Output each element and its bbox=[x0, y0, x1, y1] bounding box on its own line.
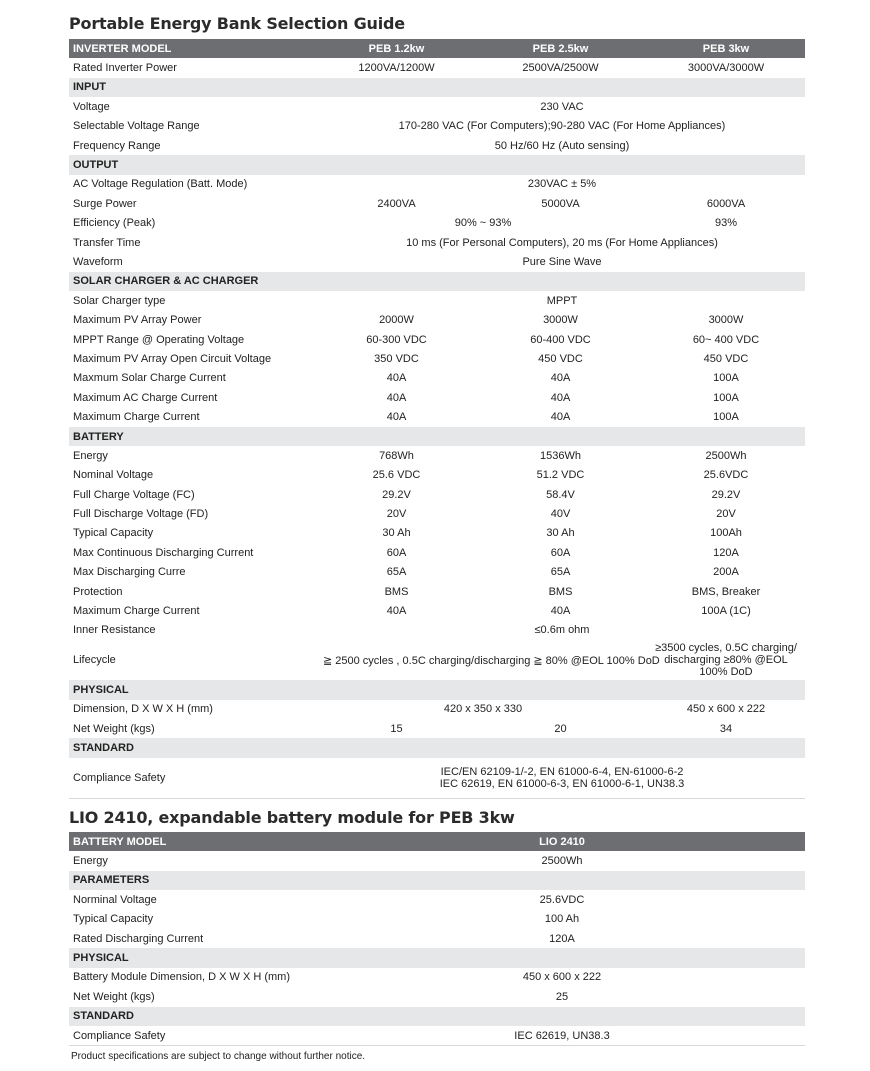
table-header-row bbox=[69, 832, 805, 851]
cell: 50 Hz/60 Hz (Auto sensing) bbox=[494, 139, 630, 152]
section-header-row bbox=[69, 948, 805, 967]
cell: 170-280 VAC (For Computers);90-280 VAC (For Home Appliances) bbox=[398, 120, 726, 133]
row-label: Full Discharge Voltage (FD) bbox=[73, 508, 209, 521]
table-row bbox=[69, 175, 805, 194]
lio-table bbox=[69, 832, 805, 1046]
row-label: Efficiency (Peak) bbox=[73, 217, 156, 230]
cell: 6000VA bbox=[706, 197, 746, 210]
cell: 450 x 600 x 222 bbox=[686, 703, 766, 716]
row-label: Transfer Time bbox=[73, 236, 141, 249]
cell: 450 x 600 x 222 bbox=[522, 971, 602, 984]
cell: 200A bbox=[713, 566, 739, 579]
header-cell: LIO 2410 bbox=[319, 832, 805, 851]
cell: 3000W bbox=[708, 314, 744, 327]
cell: 100A (1C) bbox=[701, 605, 751, 618]
cell: 3000VA/3000W bbox=[687, 62, 765, 75]
row-label: Energy bbox=[73, 449, 108, 462]
table-row bbox=[69, 851, 805, 870]
section-title: INPUT bbox=[69, 78, 805, 97]
section-title-lio: LIO 2410, expandable battery module for PEB 3kw bbox=[69, 808, 515, 827]
cell: 65A bbox=[550, 566, 571, 579]
table-row bbox=[69, 407, 805, 426]
row-label: Maximum AC Charge Current bbox=[73, 391, 218, 404]
table-row bbox=[69, 987, 805, 1006]
table-row bbox=[69, 968, 805, 987]
cell bbox=[319, 758, 805, 799]
section-header-row bbox=[69, 272, 805, 291]
cell: MPPT bbox=[546, 294, 578, 307]
cell: 15 bbox=[390, 722, 403, 735]
section-header-row bbox=[69, 680, 805, 699]
cell: 2500VA/2500W bbox=[522, 62, 599, 75]
table-row bbox=[69, 640, 805, 680]
header-cell: INVERTER MODEL bbox=[69, 39, 319, 58]
page-title: Portable Energy Bank Selection Guide bbox=[69, 14, 405, 33]
cell: BMS, Breaker bbox=[691, 585, 761, 598]
cell: ≥3500 cycles, 0.5C charging/ discharging ≥80% @EOL 100% DoD bbox=[655, 642, 797, 679]
header-cell: PEB 1.2kw bbox=[319, 39, 474, 58]
cell: 1200VA/1200W bbox=[358, 62, 435, 75]
compliance-line: IEC/EN 62109-1/-2, EN 61000-6-4, EN-61000-6-2 bbox=[440, 765, 684, 778]
row-label: Max Discharging Curre bbox=[73, 566, 186, 579]
cell: 60-300 VDC bbox=[366, 333, 427, 346]
table-row bbox=[69, 485, 805, 504]
cell: 58.4V bbox=[546, 488, 575, 501]
cell: 120A bbox=[549, 932, 575, 945]
cell: 30 Ah bbox=[382, 527, 411, 540]
cell: 20V bbox=[716, 508, 736, 521]
row-label: Energy bbox=[73, 855, 108, 868]
cell: 60~ 400 VDC bbox=[692, 333, 760, 346]
row-label: Solar Charger type bbox=[73, 294, 166, 307]
section-title: BATTERY bbox=[69, 427, 805, 446]
cell: 2500Wh bbox=[705, 449, 747, 462]
table-row bbox=[69, 582, 805, 601]
cell: 93% bbox=[714, 217, 738, 230]
cell: 2500Wh bbox=[541, 855, 583, 868]
table-row bbox=[69, 910, 805, 929]
table-row bbox=[69, 252, 805, 271]
table-row bbox=[69, 601, 805, 620]
row-label: Waveform bbox=[73, 255, 123, 268]
cell: 34 bbox=[719, 722, 733, 735]
cell: 450 VDC bbox=[538, 352, 583, 365]
section-title: PHYSICAL bbox=[69, 948, 805, 967]
cell: BMS bbox=[384, 585, 409, 598]
table-row bbox=[69, 563, 805, 582]
table-row bbox=[69, 929, 805, 948]
cell: 25 bbox=[555, 990, 569, 1003]
cell: 40A bbox=[386, 605, 407, 618]
cell: 30 Ah bbox=[546, 527, 575, 540]
row-label: Typical Capacity bbox=[73, 913, 154, 926]
cell: 230 VAC bbox=[540, 100, 584, 113]
cell: 90% ~ 93% bbox=[454, 217, 512, 230]
row-label: Maximum Charge Current bbox=[73, 605, 200, 618]
row-label: Typical Capacity bbox=[73, 527, 154, 540]
row-label: Maximum Charge Current bbox=[73, 411, 200, 424]
cell: 5000VA bbox=[541, 197, 580, 210]
cell: 29.2V bbox=[711, 488, 741, 501]
table-row bbox=[69, 194, 805, 213]
cell: 25.6VDC bbox=[539, 893, 585, 906]
cell: 20 bbox=[554, 722, 567, 735]
row-label: Rated Inverter Power bbox=[73, 62, 177, 75]
table-row bbox=[69, 369, 805, 388]
header-cell: PEB 3kw bbox=[647, 39, 805, 58]
section-header-row bbox=[69, 871, 805, 890]
cell: 100A bbox=[713, 411, 739, 424]
cell: Pure Sine Wave bbox=[522, 255, 602, 268]
table-row bbox=[69, 58, 805, 77]
cell: ≧ 2500 cycles , 0.5C charging/discharging ≧ 80% @EOL 100% DoD bbox=[323, 654, 660, 667]
cell: 40A bbox=[550, 391, 571, 404]
cell: 420 x 350 x 330 bbox=[443, 703, 523, 716]
cell: 2000W bbox=[379, 314, 414, 327]
row-label: Full Charge Voltage (FC) bbox=[73, 488, 195, 501]
header-cell: BATTERY MODEL bbox=[69, 832, 319, 851]
selection-guide-table bbox=[69, 39, 805, 799]
cell: 65A bbox=[386, 566, 407, 579]
table-row bbox=[69, 621, 805, 640]
section-header-row bbox=[69, 427, 805, 446]
row-label: Compliance Safety bbox=[69, 758, 319, 799]
table-row bbox=[69, 1026, 805, 1046]
table-header-row bbox=[69, 39, 805, 58]
cell: 768Wh bbox=[379, 449, 414, 462]
section-title: SOLAR CHARGER & AC CHARGER bbox=[69, 272, 805, 291]
row-label: Rated Discharging Current bbox=[73, 932, 204, 945]
row-label: Nominal Voltage bbox=[73, 469, 154, 482]
header-cell: PEB 2.5kw bbox=[474, 39, 647, 58]
table-row bbox=[69, 117, 805, 136]
table-row bbox=[69, 758, 805, 799]
section-title: OUTPUT bbox=[69, 155, 805, 174]
row-label: Voltage bbox=[73, 100, 110, 113]
section-title: STANDARD bbox=[69, 1007, 805, 1026]
row-label: MPPT Range @ Operating Voltage bbox=[73, 333, 245, 346]
section-header-row bbox=[69, 1007, 805, 1026]
row-label: Net Weight (kgs) bbox=[73, 722, 155, 735]
cell: BMS bbox=[548, 585, 573, 598]
section-header-row bbox=[69, 738, 805, 757]
cell: 40A bbox=[386, 372, 407, 385]
cell: 3000W bbox=[543, 314, 578, 327]
table-row bbox=[69, 349, 805, 368]
cell: 40V bbox=[550, 508, 571, 521]
cell: 450 VDC bbox=[703, 352, 749, 365]
table-row bbox=[69, 504, 805, 523]
table-row bbox=[69, 291, 805, 310]
cell: 25.6VDC bbox=[703, 469, 749, 482]
table-row bbox=[69, 890, 805, 909]
row-label: Selectable Voltage Range bbox=[73, 120, 200, 133]
cell: 10 ms (For Personal Computers), 20 ms (For Home Appliances) bbox=[406, 236, 718, 249]
row-label: Norminal Voltage bbox=[73, 893, 157, 906]
cell: 100A bbox=[713, 391, 739, 404]
row-label: Inner Resistance bbox=[73, 624, 156, 637]
table-row bbox=[69, 719, 805, 738]
section-header-row bbox=[69, 155, 805, 174]
cell: 2400VA bbox=[377, 197, 416, 210]
section-header-row bbox=[69, 78, 805, 97]
cell: 51.2 VDC bbox=[536, 469, 585, 482]
compliance-line: IEC 62619, EN 61000-6-3, EN 61000-6-1, UN38.3 bbox=[439, 777, 685, 790]
cell: IEC 62619, UN38.3 bbox=[319, 1026, 805, 1046]
cell: 120A bbox=[713, 546, 739, 559]
row-label: Compliance Safety bbox=[69, 1026, 319, 1046]
table-row bbox=[69, 233, 805, 252]
table-row bbox=[69, 388, 805, 407]
table-row bbox=[69, 543, 805, 562]
footnote: Product specifications are subject to change without further notice. bbox=[71, 1051, 366, 1062]
cell: 1536Wh bbox=[540, 449, 581, 462]
table-row bbox=[69, 524, 805, 543]
cell: 100A bbox=[713, 372, 739, 385]
table-row bbox=[69, 310, 805, 329]
row-label: Maxmum Solar Charge Current bbox=[73, 372, 226, 385]
section-title: PHYSICAL bbox=[69, 680, 805, 699]
table-row bbox=[69, 700, 805, 719]
cell: 100 Ah bbox=[544, 913, 580, 926]
row-label: Protection bbox=[73, 585, 123, 598]
section-title: STANDARD bbox=[69, 738, 805, 757]
cell: 100Ah bbox=[710, 527, 742, 540]
table-row bbox=[69, 330, 805, 349]
cell: 25.6 VDC bbox=[372, 469, 421, 482]
section-title: PARAMETERS bbox=[69, 871, 805, 890]
cell: 40A bbox=[550, 411, 571, 424]
cell: 40A bbox=[386, 411, 407, 424]
row-label: Dimension, D X W X H (mm) bbox=[73, 703, 213, 716]
row-label: Maximum PV Array Open Circuit Voltage bbox=[73, 352, 272, 365]
cell: 60A bbox=[550, 546, 571, 559]
cell: 29.2V bbox=[382, 488, 411, 501]
row-label: Lifecycle bbox=[73, 654, 116, 667]
row-label: Maximum PV Array Power bbox=[73, 314, 202, 327]
cell: 60-400 VDC bbox=[530, 333, 591, 346]
cell: 20V bbox=[386, 508, 407, 521]
row-label: Surge Power bbox=[73, 197, 137, 210]
table-row bbox=[69, 214, 805, 233]
cell: 350 VDC bbox=[374, 352, 419, 365]
row-label: Frequency Range bbox=[73, 139, 161, 152]
row-label: Net Weight (kgs) bbox=[73, 990, 155, 1003]
table-row bbox=[69, 446, 805, 465]
cell: 40A bbox=[550, 372, 571, 385]
row-label: Battery Module Dimension, D X W X H (mm) bbox=[73, 971, 290, 984]
cell: 230VAC ± 5% bbox=[527, 178, 597, 191]
row-label: AC Voltage Regulation (Batt. Mode) bbox=[73, 178, 248, 191]
table-row bbox=[69, 97, 805, 116]
table-row bbox=[69, 136, 805, 155]
row-label: Max Continuous Discharging Current bbox=[73, 546, 254, 559]
cell: 40A bbox=[550, 605, 571, 618]
cell: 40A bbox=[386, 391, 407, 404]
cell: ≤0.6m ohm bbox=[534, 624, 590, 637]
cell: 60A bbox=[386, 546, 407, 559]
table-row bbox=[69, 466, 805, 485]
